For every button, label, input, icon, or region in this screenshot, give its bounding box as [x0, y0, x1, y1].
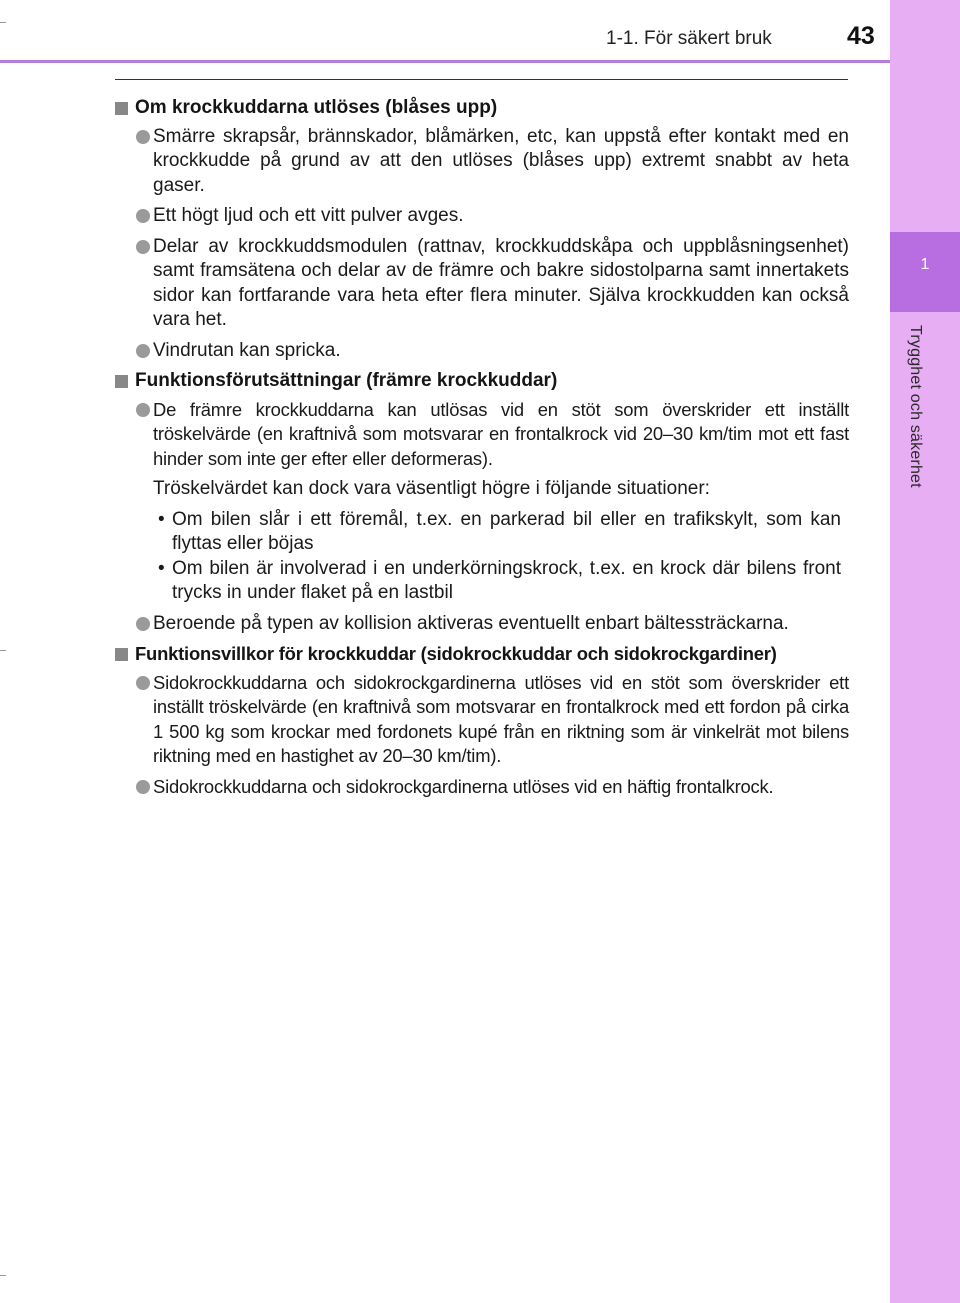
- section-heading: Funktionsförutsättningar (främre krockkuddar): [115, 369, 849, 394]
- circle-bullet-icon: [136, 344, 150, 358]
- list-item: Delar av krockkuddsmodulen (rattnav, krockkuddskåpa och uppblåsningsenhet) samt framsätena och delar av de främre och bakre sidostolparna samt innertakets sidor kan fortfarande vara heta efter flera minuter. Själva krockkudden kan också vara het.: [115, 235, 849, 333]
- list-item: Ett högt ljud och ett vitt pulver avges.: [115, 204, 849, 229]
- sub-list-item: • Om bilen är involverad i en underkörningskrock, t.ex. en krock där bilens front trycks in under flaket på en lastbil: [158, 557, 841, 603]
- section-title: 1-1. För säkert bruk: [606, 28, 772, 49]
- content-top-rule: [115, 79, 848, 80]
- square-bullet-icon: [115, 375, 128, 388]
- list-item: Sidokrockkuddarna och sidokrockgardinerna utlöses vid en häftig frontalkrock.: [115, 775, 849, 800]
- list-item: De främre krockkuddarna kan utlösas vid en stöt som överskrider ett inställt tröskelvärde (en kraftnivå som motsvarar en frontalkrock vid 20–30 km/tim mot ett fast hinder som inte ger efter eller deformeras).: [115, 398, 849, 472]
- list-item: Smärre skrapsår, brännskador, blåmärken, etc, kan uppstå efter kontakt med en krockkudde på grund av att den utlöses (blåses upp) extremt snabbt av heta gaser.: [115, 125, 849, 199]
- crop-mark: [0, 650, 6, 651]
- circle-bullet-icon: [136, 676, 150, 690]
- circle-bullet-icon: [136, 209, 150, 223]
- section-heading: Funktionsvillkor för krockkuddar (sidokrockkuddar och sidokrockgardiner): [115, 642, 849, 667]
- chapter-sidebar: [890, 0, 960, 1303]
- chapter-tab: [890, 232, 960, 312]
- square-bullet-icon: [115, 102, 128, 115]
- crop-mark: [0, 1275, 6, 1276]
- dot-bullet-icon: •: [158, 557, 165, 579]
- list-item: Beroende på typen av kollision aktiveras eventuellt enbart bältessträckarna.: [115, 612, 849, 637]
- list-item: Sidokrockkuddarna och sidokrockgardinerna utlöses vid en stöt som överskrider ett inställt tröskelvärde (en kraftnivå som motsvarar en frontalkrock med ett fordon på cirka 1 500 kg som krockar med fordonets kupé från en riktning som är vinkelrät mot bilens riktning med en hastighet av 20–30 km/tim).: [115, 671, 849, 769]
- chapter-title: Trygghet och säkerhet: [907, 325, 924, 488]
- square-bullet-icon: [115, 648, 128, 661]
- circle-bullet-icon: [136, 403, 150, 417]
- sub-list-item: • Om bilen slår i ett föremål, t.ex. en parkerad bil eller en trafikskylt, som kan flyttas eller böjas: [158, 508, 841, 554]
- page-content: [115, 90, 849, 805]
- list-item: Vindrutan kan spricka.: [115, 339, 849, 364]
- section-heading: Om krockkuddarna utlöses (blåses upp): [115, 96, 849, 121]
- note-paragraph: Tröskelvärdet kan dock vara väsentligt högre i följande situationer:: [153, 478, 710, 499]
- page-number: 43: [847, 22, 875, 50]
- circle-bullet-icon: [136, 780, 150, 794]
- circle-bullet-icon: [136, 240, 150, 254]
- header-divider: [0, 60, 890, 63]
- circle-bullet-icon: [136, 130, 150, 144]
- crop-mark: [0, 22, 6, 23]
- circle-bullet-icon: [136, 617, 150, 631]
- chapter-number: 1: [920, 256, 930, 273]
- dot-bullet-icon: •: [158, 508, 165, 530]
